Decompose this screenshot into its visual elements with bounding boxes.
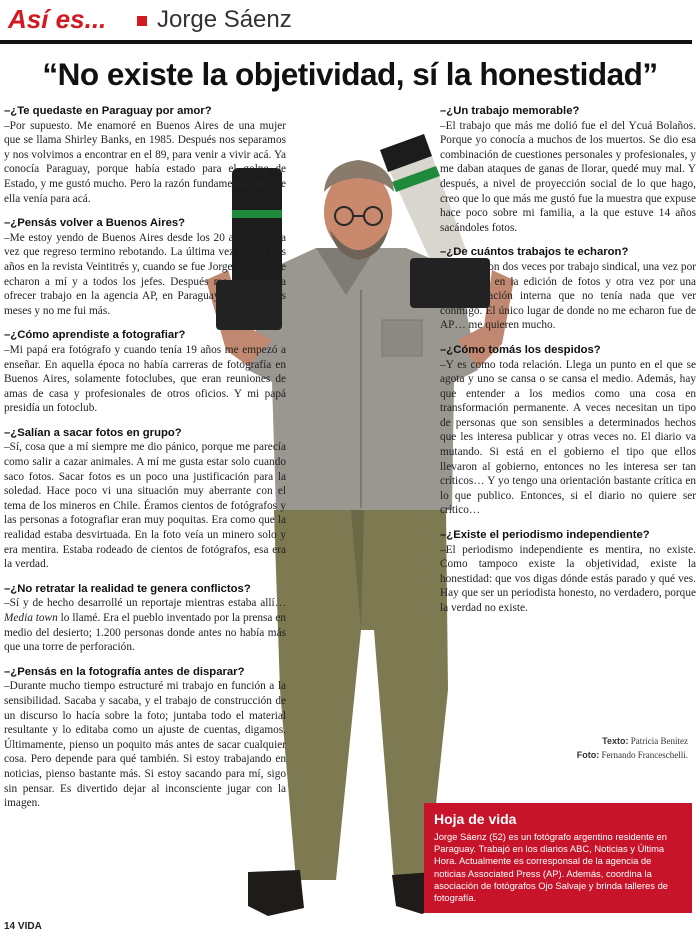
interview-left-column <box>4 104 286 821</box>
page-number: 14 <box>4 921 16 932</box>
credit-name: Patricia Benítez <box>630 736 688 746</box>
qa-block <box>440 245 696 333</box>
answer: – El periodismo independiente es mentira, no existe. Como tampoco existe la objetividad, existe la honestidad: que vos digas dónde estás parado y qué ves. Hay que ser un periodista honesto, no verdadero, porque la verdad no existe. <box>440 543 696 616</box>
qa-block <box>4 665 286 811</box>
question: – ¿Un trabajo memorable? <box>440 104 696 119</box>
question: – ¿Cómo aprendiste a fotografiar? <box>4 328 286 343</box>
bio-box <box>424 803 692 913</box>
question: – ¿Existe el periodismo independiente? <box>440 528 696 543</box>
qa-block <box>440 528 696 616</box>
magazine-name: VIDA <box>17 921 42 932</box>
credits <box>577 734 688 762</box>
question: – ¿Te quedaste en Paraguay por amor? <box>4 104 286 119</box>
answer-text: lo llamé. Era el pueblo inventado por la prensa en medio del desierto; 1.200 personas donde antes no había más que una torre de perforación. <box>4 612 287 654</box>
answer: – Por supuesto. Me enamoré en Buenos Aires de una mujer que se llama Shirley Banks, en 1985. Después nos separamos y nos volvimos a encontrar en el 89, para venir a vivir acá. Ya conocía Paraguay, porque había estado para el golpe de Estado, y me gustó mucho. Pero la razón fundamental fue que ella venía para acá. <box>4 119 286 207</box>
headline: “No existe la objetividad, sí la honestidad” <box>42 56 658 92</box>
credit-label: Foto: <box>576 750 600 760</box>
qa-block <box>4 104 286 206</box>
qa-block <box>4 216 286 318</box>
answer: – Me echaron dos veces por trabajo sindical, una vez por diferencias en la edición de fotos y otra vez por una reestructuración interna que no tenía nada que ver conmigo. El único lugar de donde no me echaron fue de AP… me quieren mucho. <box>440 260 696 333</box>
author-name: Jorge Sáenz <box>157 6 292 33</box>
page-footer <box>4 921 42 932</box>
photo-credit <box>577 748 688 762</box>
question: – ¿No retratar la realidad te genera conflictos? <box>4 582 286 597</box>
credit-name: Fernando Franceschelli. <box>601 750 688 760</box>
answer <box>4 596 286 654</box>
bio-title: Hoja de vida <box>434 811 517 827</box>
qa-block <box>440 104 696 235</box>
question: – ¿Pensás volver a Buenos Aires? <box>4 216 286 231</box>
text-credit <box>577 734 688 748</box>
answer-text: Sí y de hecho desarrollé un reportaje mientras estaba allí… <box>9 597 286 610</box>
header-rule <box>0 40 692 44</box>
interview-right-column <box>440 104 696 626</box>
answer: – Mi papá era fotógrafo y cuando tenía 19 años me empezó a enseñar. En aquella época no había carreras de fotografía en Buenos Aires, solamente fotoclubes, que eran reuniones de amas de casa y profesionales de otros oficios. Y mi papá presidía un fotoclub. <box>4 343 286 416</box>
answer-emphasis: Media town <box>4 612 58 624</box>
qa-block <box>4 426 286 572</box>
qa-block <box>440 343 696 518</box>
question: – ¿Salían a sacar fotos en grupo? <box>4 426 286 441</box>
credit-label: Texto: <box>602 736 629 746</box>
question: – ¿Cómo tomás los despidos? <box>440 343 696 358</box>
answer: – El trabajo que más me dolió fue el del Ycuá Bolaños. Porque yo conocía a muchos de los muertos. Se dio esa combinación de cuestiones personales y profesionales, y me daban ataques de ganas de llorar, quedé muy mal. Y después, a nivel de proyección social de lo que hago, creo que lo que más me gustó fue la muestra que expuse hace poco sobre mi familia, a la que estuve 14 años sacándoles fotos. <box>440 119 696 236</box>
kicker-square <box>137 16 147 26</box>
answer: – Sí, cosa que a mí siempre me dio pánico, porque me parecía como salir a cazar animales. A mí me gusta estar solo cuando saco fotos. Sacar fotos es un poco una justificación para la soledad. Hace poco vi una situación muy aberrante con el tema de los mineros en Chile. Éramos cientos de fotógrafos y las personas a fotografiar eran muy poquitas. Era como que la realidad estaba desvirtuada. En la foto veía un minero solo y era mentira. Estaba rodeado de cientos de fotógrafos, esa era la verdad. <box>4 440 286 571</box>
question: – ¿Pensás en la fotografía antes de disparar? <box>4 665 286 680</box>
page-header <box>0 0 700 40</box>
answer: – Y es como toda relación. Llega un punto en el que se agota y uno se cansa o se cansa el medio. Además, hay que entender a los medios como una cosa en transformación permanente. A veces necesitan un tipo de personas que son sensibles a determinados hechos que les interesa publicar y otras veces no. El diario va mutando. Si está en el gobierno el tipo que ellos llevaron al gobierno, entonces no les interesa ser tan críticos… Y yo tengo una orientación bastante crítica en lo que publico. Entonces, si el diario no quiere ser crítico… <box>440 358 696 519</box>
bio-text: Jorge Sáenz (52) es un fotógrafo argentino residente en Paraguay. Trabajó en los diarios ABC, Noticias y Última Hora. Actualmente es corresponsal de la agencia de noticias Associated Press (AP). Además, coordina la asociación de fotógrafos Ojo Salvaje y brinda talleres de fotografía. <box>434 831 668 904</box>
question: – ¿De cuántos trabajos te echaron? <box>440 245 696 260</box>
answer: – Durante mucho tiempo estructuré mi trabajo en función a la sensibilidad. Sacaba y sacaba, y el trabajo de construcción de un discurso lo hacía sobre la foto; juntaba todo el material resultante y lo editaba como un ajuste de cuentas, digamos. Últimamente, pienso un poquito más antes de sacar cualquier cosa. Pero depende para qué también. Si estoy trabajando en noticias, pienso bastante más. Si estoy sacando para mí, sigo sin pensar. Es divertido dejar al inconsciente jugar con la imagen. <box>4 679 286 810</box>
qa-block <box>4 582 286 655</box>
answer: – Me estoy yendo de Buenos Aires desde los 20 años, y cada vez que regreso termino rebotando. La última vez laburé tres años en la revista Veintitrés y, cuando se fue Jorge Lanata, me echaron a mí y a todos los jefes. Después me volvieron a ofrecer trabajo en la agencia AP, en Paraguay; vine por dos meses y no me fui más. <box>4 231 286 319</box>
qa-block <box>4 328 286 416</box>
section-kicker: Así es... <box>8 4 107 34</box>
